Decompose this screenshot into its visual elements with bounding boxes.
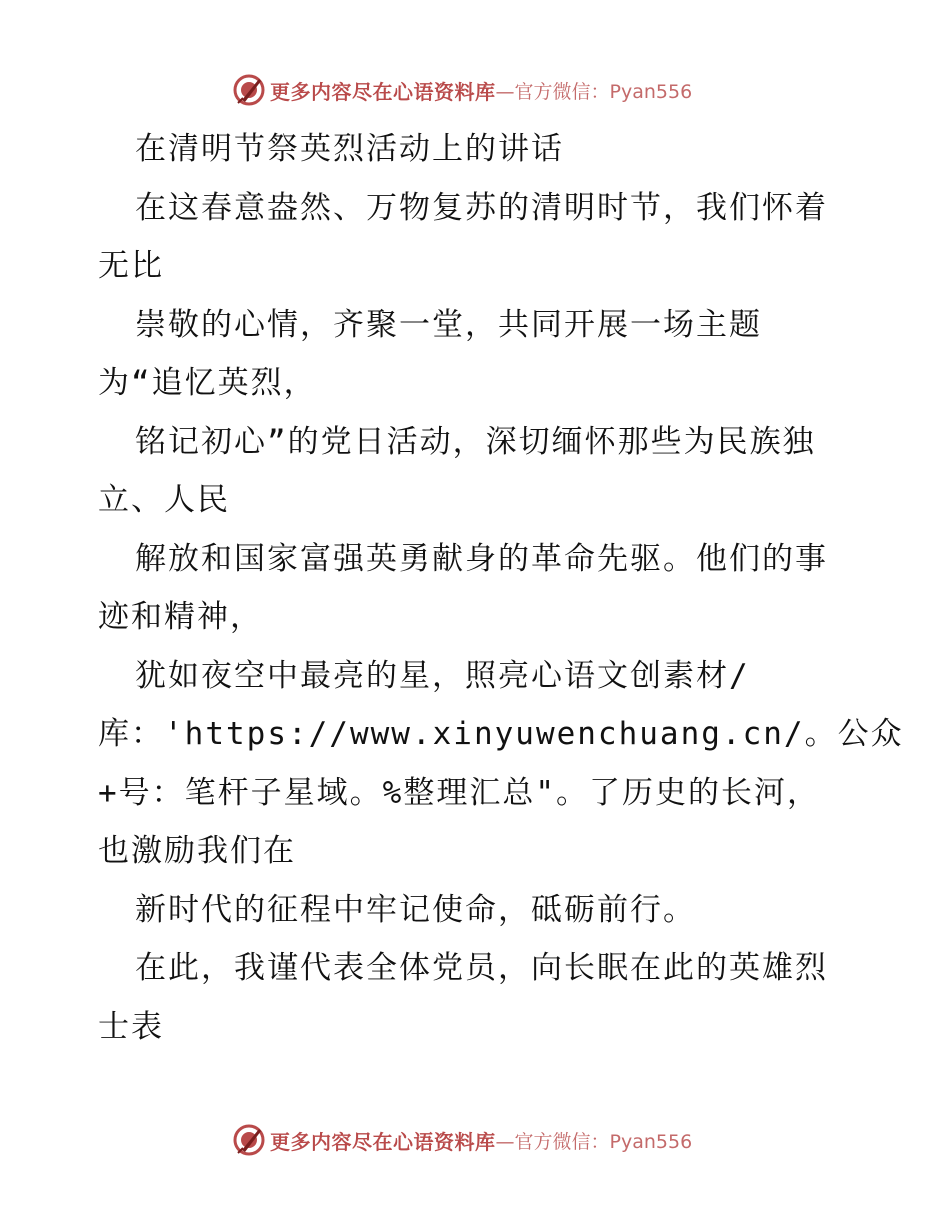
- body-line: 解放和国家富强英勇献身的革命先驱。他们的事: [135, 540, 828, 577]
- document-title: 在清明节祭英烈活动上的讲话: [135, 131, 564, 167]
- body-line: 也激励我们在: [98, 833, 296, 869]
- watermark-main-text: 更多内容尽在心语资料库: [270, 79, 496, 104]
- body-line: 在此，我谨代表全体党员，向长眠在此的英雄烈: [135, 950, 828, 986]
- body-line: 士表: [98, 1008, 164, 1045]
- footer-watermark: [232, 1120, 692, 1160]
- quill-seal-icon: [232, 1123, 266, 1157]
- watermark-sub-text: —官方微信：Pyan556: [495, 1130, 693, 1153]
- document-body: [98, 120, 904, 1056]
- body-line: 立、人民: [98, 482, 230, 518]
- body-line: 库：'https://www.xinyuwenchuang.cn/。公众: [98, 716, 904, 752]
- body-line: 迹和精神，: [98, 599, 263, 635]
- quill-seal-icon: [232, 73, 266, 107]
- body-line: 在这春意盎然、万物复苏的清明时节，我们怀着: [135, 189, 828, 226]
- body-line: 犹如夜空中最亮的星，照亮心语文创素材/: [135, 657, 750, 694]
- watermark-main-text: 更多内容尽在心语资料库: [270, 1129, 496, 1154]
- body-line: 新时代的征程中牢记使命，砥砺前行。: [135, 891, 696, 928]
- header-watermark: [232, 70, 692, 110]
- body-line: 铭记初心”的党日活动，深切缅怀那些为民族独: [135, 423, 816, 460]
- body-line: 崇敬的心情，齐聚一堂，共同开展一场主题: [135, 306, 762, 343]
- watermark-sub-text: —官方微信：Pyan556: [495, 80, 693, 103]
- body-line: 无比: [98, 248, 164, 284]
- body-line: 为“追忆英烈，: [98, 365, 317, 401]
- body-line: +号：笔杆子星域。%整理汇总"。了历史的长河，: [98, 774, 820, 811]
